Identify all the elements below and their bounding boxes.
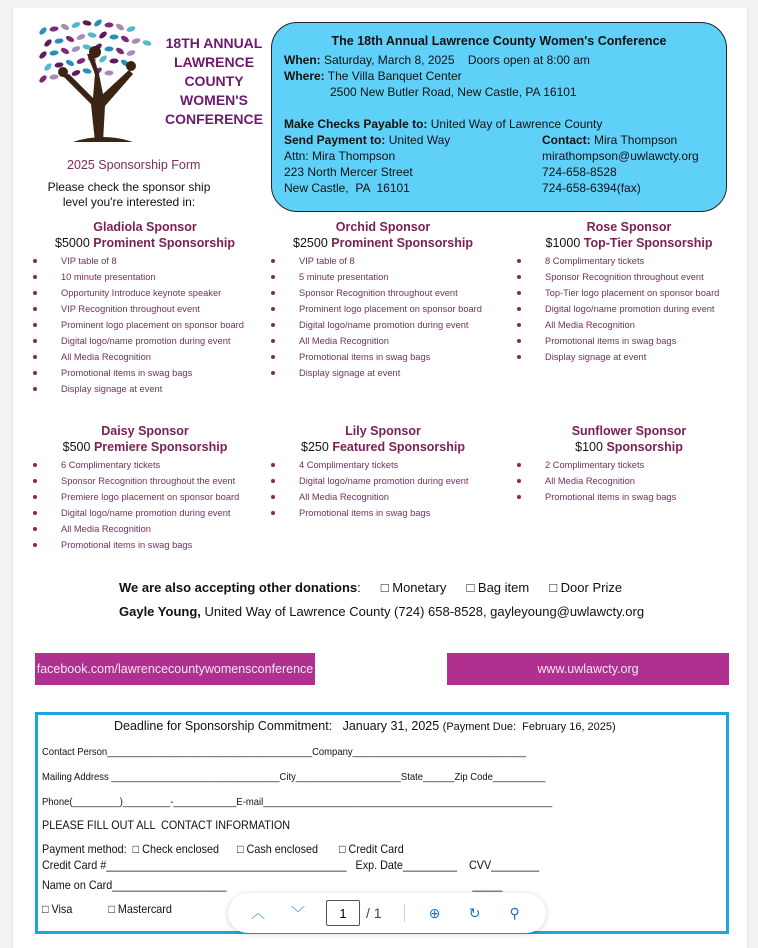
payment-method[interactable]: Payment method: □ Check enclosed □ Cash enclosed □ Credit Card (42, 842, 404, 856)
benefit-item: Promotional items in swag bags (263, 349, 503, 365)
benefit-item: All Media Recognition (25, 349, 265, 365)
bag-item-checkbox[interactable]: □ Bag item (466, 580, 530, 595)
benefit-item: All Media Recognition (263, 489, 503, 505)
monetary-checkbox[interactable]: □ Monetary (380, 580, 447, 595)
leaf-shape (82, 20, 92, 27)
leaf-shape (60, 47, 70, 56)
door-prize-checkbox[interactable]: □ Door Prize (549, 580, 623, 595)
benefit-item: Digital logo/name promotion during event (263, 317, 503, 333)
benefit-item: Display signage at event (25, 381, 265, 397)
leaf-shape (82, 68, 92, 75)
leaf-shape (49, 74, 59, 80)
benefit-item: Display signage at event (509, 349, 749, 365)
pdf-toolbar (228, 893, 546, 933)
leaf-shape (49, 26, 59, 32)
form-title: 2025 Sponsorship Form (67, 158, 201, 172)
benefit-item: Promotional items in swag bags (263, 505, 503, 521)
rotate-icon[interactable]: ↻ (468, 904, 481, 921)
chevron-up-icon[interactable]: ︿ (251, 905, 265, 921)
sponsor-price: $100 Sponsorship (575, 440, 683, 454)
sponsor-level (263, 220, 503, 381)
deadline: Deadline for Sponsorship Commitment: January 31, 2025 (Payment Due: February 16, 2025) (114, 719, 616, 733)
leaf-shape (126, 25, 136, 33)
contact-person-field[interactable]: Contact Person_______________________________________Company_________________________________ (42, 746, 526, 758)
benefit-item: Digital logo/name promotion during event (25, 505, 265, 521)
fill-notice: PLEASE FILL OUT ALL CONTACT INFORMATION (42, 818, 291, 832)
leaf-shape (76, 33, 86, 41)
name-on-card-field[interactable]: Name on Card___________________ _____ (42, 878, 503, 892)
benefit-list (25, 457, 265, 553)
leaf-shape (104, 46, 113, 51)
leaf-shape (54, 38, 64, 44)
benefit-item: 6 Complimentary tickets (25, 457, 265, 473)
sponsor-level (509, 220, 749, 365)
benefit-item: 2 Complimentary tickets (509, 457, 749, 473)
leaf-shape (87, 32, 97, 39)
leaf-shape (71, 69, 81, 77)
benefit-item: Prominent logo placement on sponsor board (25, 317, 265, 333)
leaf-shape (65, 59, 75, 68)
logo-text: 18TH ANNUAL LAWRENCE COUNTY WOMEN'S CONFERENCE (164, 35, 263, 127)
sponsor-level (263, 424, 503, 521)
sponsor-level (25, 220, 265, 397)
benefit-item: All Media Recognition (509, 473, 749, 489)
leaf-shape (104, 70, 113, 75)
benefit-item: Display signage at event (263, 365, 503, 381)
event-title: The 18th Annual Lawrence County Women's Conference (331, 34, 667, 48)
benefit-list (509, 253, 749, 365)
benefit-item: 8 Complimentary tickets (509, 253, 749, 269)
leaf-shape (115, 46, 125, 55)
leaf-shape (93, 18, 103, 28)
sponsor-price: $2500 Prominent Sponsorship (293, 236, 473, 250)
sponsor-price: $1000 Top-Tier Sponsorship (545, 236, 713, 250)
page-total: / 1 (366, 905, 382, 921)
sponsor-price: $5000 Prominent Sponsorship (55, 236, 235, 250)
sponsor-name: Daisy Sponsor (101, 424, 189, 438)
sponsor-name: Orchid Sponsor (335, 220, 431, 234)
leaf-shape (120, 34, 130, 43)
sponsor-name: Rose Sponsor (586, 220, 672, 234)
benefit-item: Top-Tier logo placement on sponsor board (509, 285, 749, 301)
benefit-list (509, 457, 749, 505)
benefit-item: 4 Complimentary tickets (263, 457, 503, 473)
event-info-box: The 18th Annual Lawrence County Women's Conference When: Saturday, March 8, 2025 Doors open at 8:00 am Where: The Villa Banquet Center 2500 New Butler Road, New Castle, PA 16101 Make Checks Payable to: United Way of Lawrence County Send Payment to: United Way Attn: Mira Thompson 223 North Mercer Street New Castle, PA 16101 Contact: Mira Thompson mirathompson@uwlawcty.org 724-658-8528 724-658-6394(fax) (271, 22, 727, 212)
benefit-item: Digital logo/name promotion during event (25, 333, 265, 349)
benefit-item: Promotional items in swag bags (509, 489, 749, 505)
benefit-item: Promotional items in swag bags (25, 537, 265, 553)
benefit-item: Sponsor Recognition throughout event (263, 285, 503, 301)
leaf-shape (43, 38, 53, 48)
leaf-shape (60, 23, 70, 32)
leaf-shape (126, 49, 136, 57)
benefit-item: 5 minute presentation (263, 269, 503, 285)
benefit-list (25, 253, 265, 397)
leaf-shape (109, 58, 118, 63)
credit-card-field[interactable]: Credit Card #________________________________________ Exp. Date_________ CVV________ (42, 858, 540, 872)
benefit-item: All Media Recognition (263, 333, 503, 349)
benefit-item: Promotional items in swag bags (25, 365, 265, 381)
leaf-shape (98, 30, 108, 40)
chevron-down-icon[interactable]: ﹀ (291, 905, 305, 921)
page-number-input[interactable] (326, 900, 360, 926)
sponsor-price: $500 Premiere Sponsorship (62, 440, 228, 454)
tree-logo (33, 14, 159, 148)
leaf-shape (104, 22, 113, 27)
benefit-item: VIP table of 8 (25, 253, 265, 269)
leaf-shape (71, 21, 81, 29)
benefit-item: Promotional items in swag bags (509, 333, 749, 349)
facebook-link[interactable]: facebook.com/lawrencecountywomensconference (35, 653, 315, 685)
sponsor-level (25, 424, 265, 553)
divider (404, 904, 405, 922)
benefit-list (263, 457, 503, 521)
leaf-shape (76, 57, 86, 65)
benefit-item: Sponsor Recognition throughout event (509, 269, 749, 285)
leaf-shape (65, 35, 75, 44)
website-link[interactable]: www.uwlawcty.org (447, 653, 729, 685)
leaf-shape (115, 22, 125, 31)
sponsor-name: Gladiola Sponsor (93, 220, 197, 234)
sponsor-name: Lily Sponsor (345, 424, 421, 438)
mailing-address-field[interactable]: Mailing Address ________________________________City____________________State______Zip Code__________ (42, 771, 546, 783)
benefit-item: VIP Recognition throughout event (25, 301, 265, 317)
sponsor-name: Sunflower Sponsor (571, 424, 687, 438)
pdf-page (12, 8, 748, 948)
benefit-item: Sponsor Recognition throughout the event (25, 473, 265, 489)
search-icon[interactable]: ⚲ (509, 904, 520, 921)
card-type[interactable]: □ Visa □ Mastercard (42, 902, 172, 916)
donations: We are also accepting other donations: □ Monetary □ Bag item □ Door Prize (119, 580, 623, 595)
leaf-shape (49, 50, 59, 56)
benefit-item: Premiere logo placement on sponsor board (25, 489, 265, 505)
benefit-item: 10 minute presentation (25, 269, 265, 285)
zoom-in-icon[interactable]: ⊕ (428, 904, 441, 921)
benefit-item: VIP table of 8 (263, 253, 503, 269)
sponsor-level (509, 424, 749, 505)
leaf-shape (38, 74, 48, 84)
leaf-shape (142, 39, 152, 47)
phone-email-field[interactable]: Phone(_________)_________-____________E-mail_______________________________________________________ (42, 796, 553, 808)
sponsor-price: $250 Featured Sponsorship (301, 440, 465, 454)
benefit-list (263, 253, 503, 381)
leaf-shape (38, 50, 48, 60)
leaf-shape (109, 34, 118, 39)
leaf-shape (38, 26, 48, 36)
benefit-item: All Media Recognition (25, 521, 265, 537)
benefit-item: Prominent logo placement on sponsor board (263, 301, 503, 317)
benefit-item: Digital logo/name promotion during event (263, 473, 503, 489)
leaf-shape (131, 37, 141, 45)
leaf-shape (43, 62, 53, 72)
instructions: Please check the sponsor ship level you're interested in: (47, 180, 211, 209)
benefit-item: Opportunity Introduce keynote speaker (25, 285, 265, 301)
benefit-item: All Media Recognition (509, 317, 749, 333)
benefit-item: Digital logo/name promotion during event (509, 301, 749, 317)
leaf-shape (71, 45, 81, 53)
donation-contact: Gayle Young, United Way of Lawrence County (724) 658-8528, gayleyoung@uwlawcty.org (119, 604, 645, 619)
